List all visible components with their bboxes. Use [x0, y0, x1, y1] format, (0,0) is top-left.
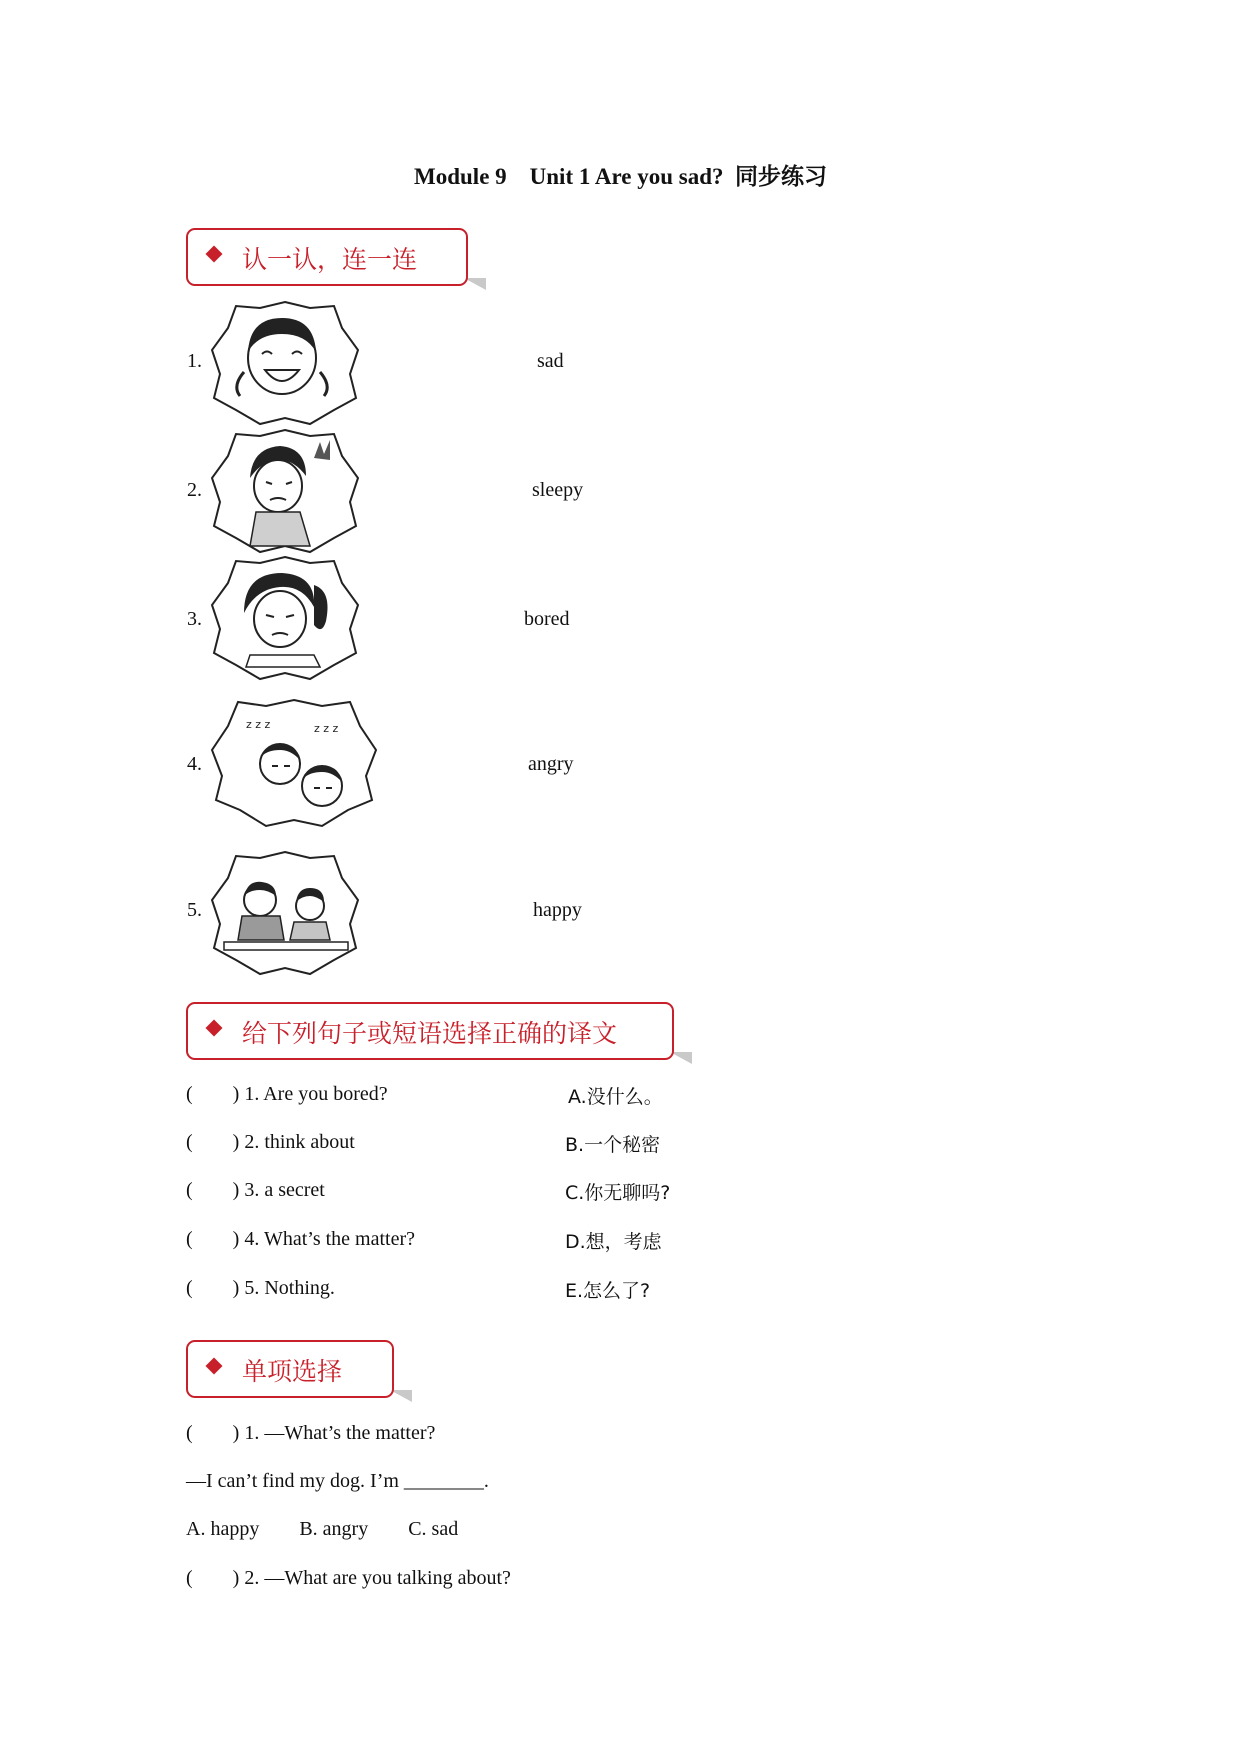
match-word: angry: [528, 753, 574, 775]
happy-girl-face-icon: [210, 300, 360, 426]
translation-answer: B.一个秘密: [565, 1134, 661, 1156]
match-word: sad: [537, 350, 564, 372]
choice-question: ( ) 1. —What’s the matter?: [186, 1422, 436, 1444]
item-number: 3.: [187, 608, 202, 630]
match-word: happy: [533, 899, 582, 921]
section-heading-label: 单项选择: [242, 1357, 343, 1386]
sleepy-boys-icon: [210, 698, 378, 828]
translation-question: ( ) 2. think about: [186, 1131, 355, 1153]
svg-text:z z z: z z z: [246, 718, 271, 731]
item-number: 5.: [187, 899, 202, 921]
translation-question: ( ) 5. Nothing.: [186, 1277, 335, 1299]
section-heading-matching: [186, 228, 468, 286]
section-heading-multiple-choice: [186, 1340, 394, 1398]
page-title: Module 9 Unit 1 Are you sad? 同步练习: [414, 164, 827, 189]
translation-answer: D.想，考虑: [565, 1231, 662, 1253]
match-word: bored: [524, 608, 570, 630]
bored-kids-icon: [210, 850, 360, 976]
translation-question: ( ) 1. Are you bored?: [186, 1083, 388, 1105]
translation-question: ( ) 3. a secret: [186, 1179, 325, 1201]
sad-girl-crying-icon: [210, 555, 360, 681]
item-number: 2.: [187, 479, 202, 501]
choice-question-line: —I can’t find my dog. I’m ________.: [186, 1470, 489, 1492]
section-heading-label: 认一认，连一连: [242, 245, 418, 274]
translation-answer: E.怎么了?: [565, 1280, 651, 1302]
section-heading-translation: [186, 1002, 674, 1060]
translation-answer: C.你无聊吗?: [565, 1182, 671, 1204]
angry-girl-icon: [210, 428, 360, 554]
choice-question: ( ) 2. —What are you talking about?: [186, 1567, 511, 1589]
svg-text:z z z: z z z: [314, 722, 339, 735]
item-number: 4.: [187, 753, 202, 775]
choice-options: A. happy B. angry C. sad: [186, 1518, 459, 1540]
section-heading-label: 给下列句子或短语选择正确的译文: [242, 1019, 618, 1048]
item-number: 1.: [187, 350, 202, 372]
match-word: sleepy: [532, 479, 584, 501]
translation-answer: A.没什么。: [568, 1086, 663, 1108]
translation-question: ( ) 4. What’s the matter?: [186, 1228, 416, 1250]
